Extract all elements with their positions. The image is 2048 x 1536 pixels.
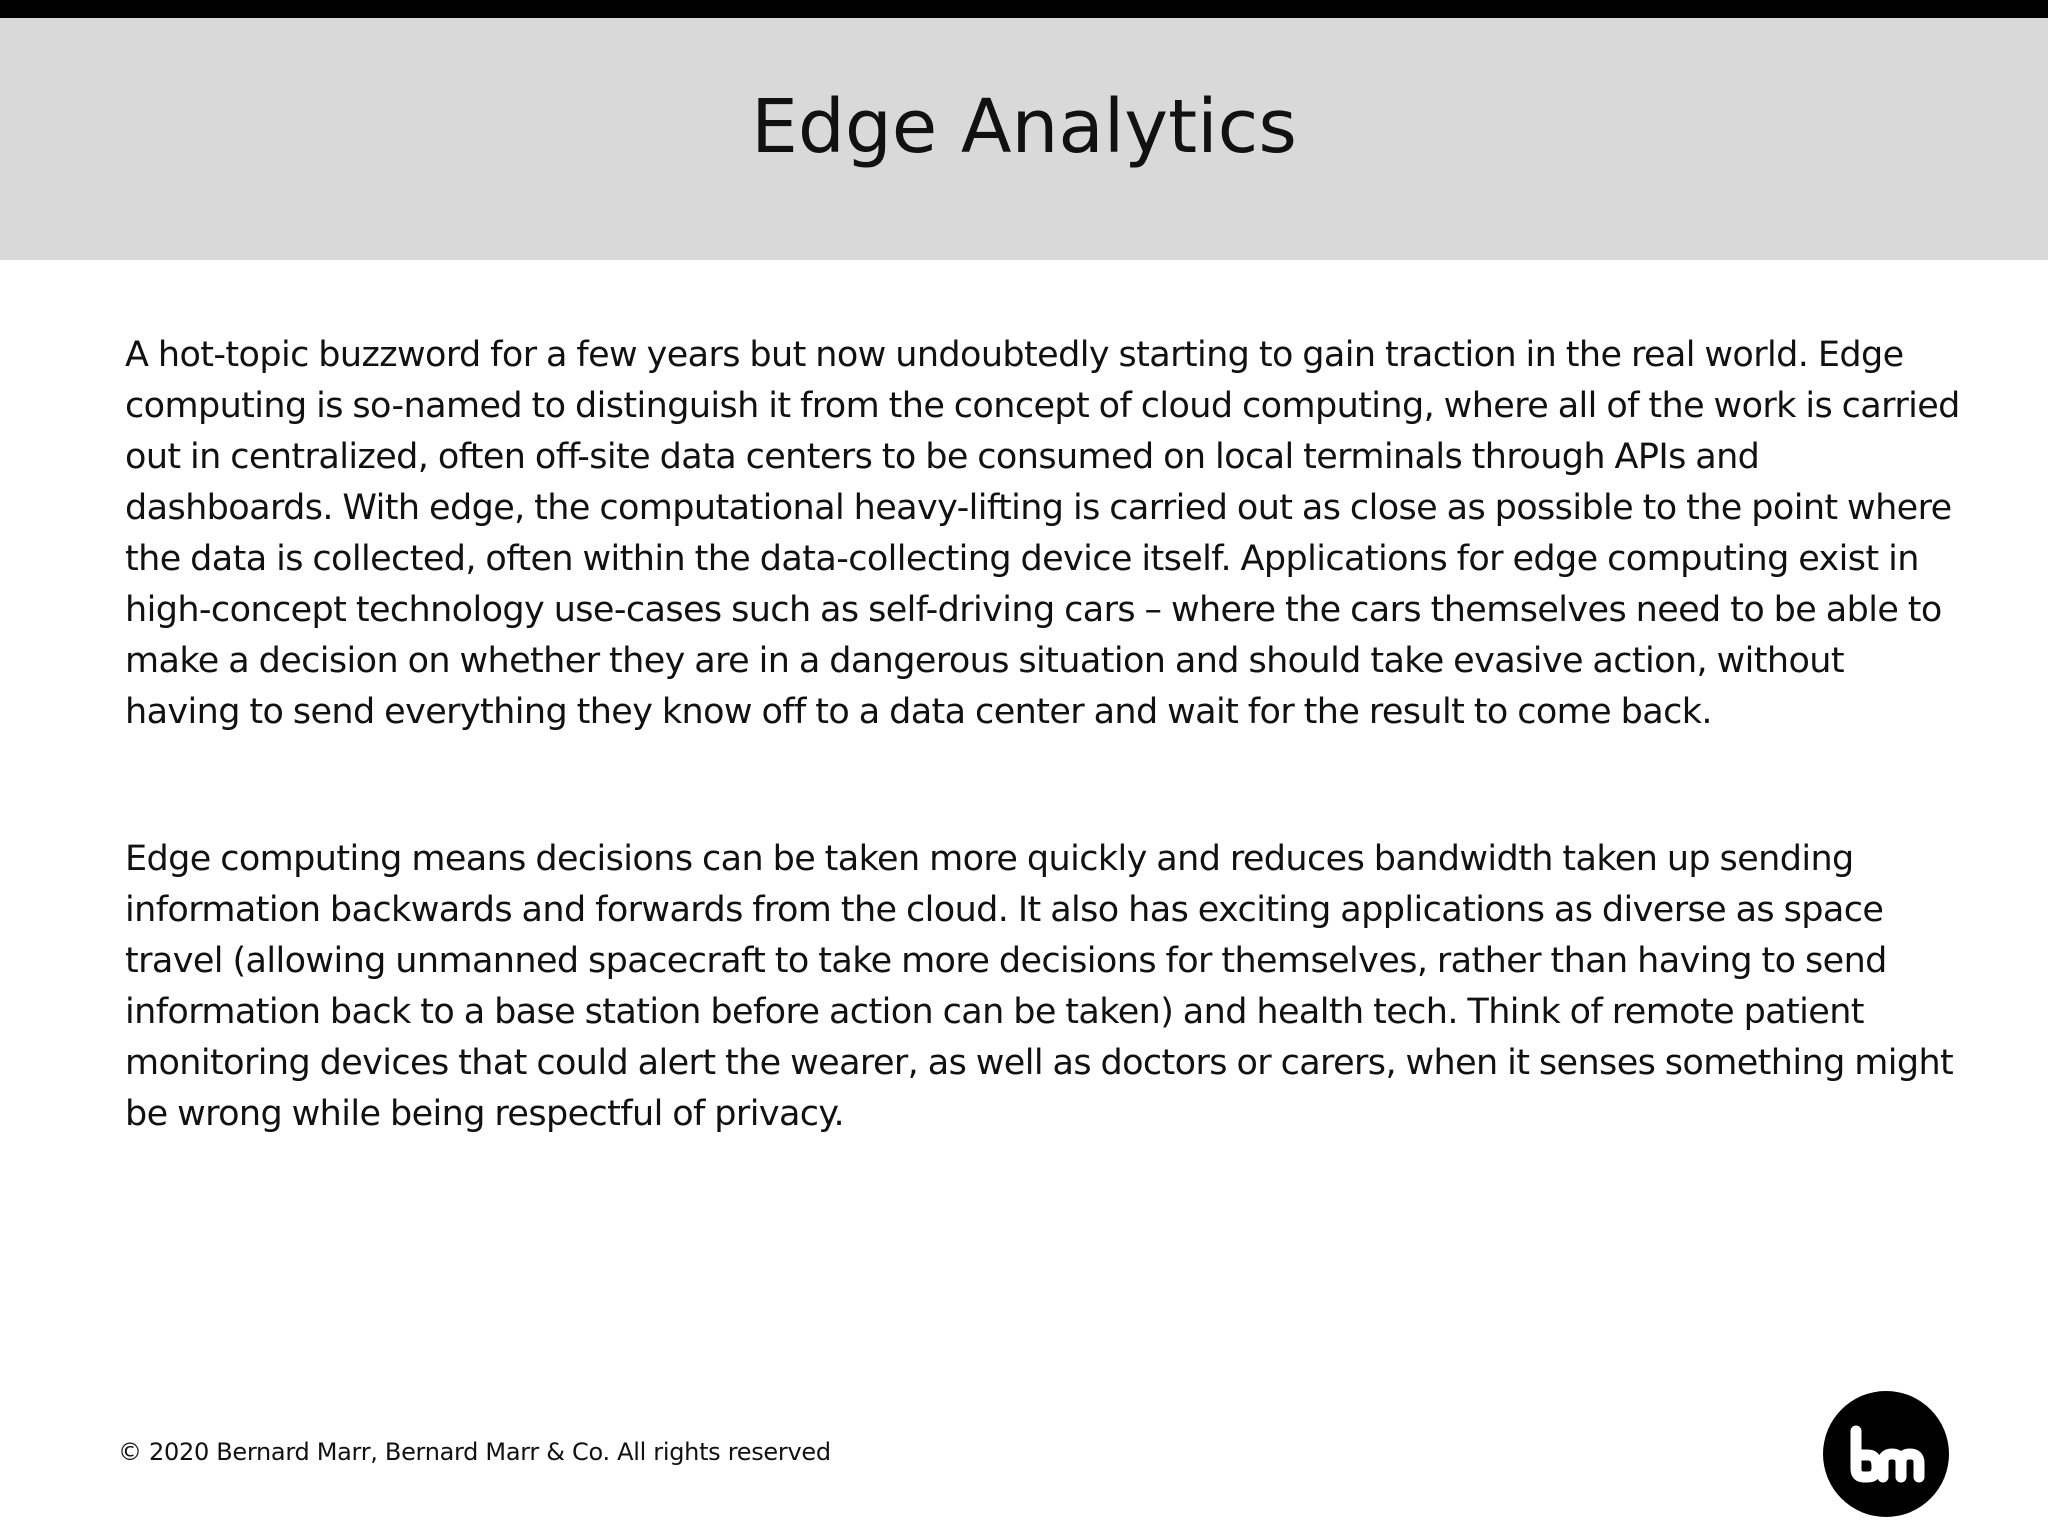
bm-logo-icon: [1823, 1391, 1949, 1517]
copyright-notice: © 2020 Bernard Marr, Bernard Marr & Co. All rights reserved: [118, 1438, 831, 1466]
slide-body: [125, 330, 1965, 1140]
page-title: Edge Analytics: [751, 84, 1297, 170]
paragraph-edge-computing-intro: A hot-topic buzzword for a few years but now undoubtedly starting to gain traction in the real world. Edge computing is so-named to distinguish it from the concept of cloud computing, where all of the work is carried out in centralized, often off-site data centers to be consumed on local terminals through APIs and dashboards. With edge, the computational heavy-lifting is carried out as close as possible to the point where the data is collected, often within the data-collecting device itself. Applications for edge computing exist in high-concept technology use-cases such as self-driving cars – where the cars themselves need to be able to make a decision on whether they are in a dangerous situation and should take evasive action, without having to send everything they know off to a data center and wait for the result to come back.: [125, 335, 1960, 732]
slide-header: [0, 18, 2048, 260]
top-bar: [0, 0, 2048, 18]
paragraph-edge-computing-benefits: Edge computing means decisions can be taken more quickly and reduces bandwidth taken up sending information backwards and forwards from the cloud. It also has exciting applications as diverse as space travel (allowing unmanned spacecraft to take more decisions for themselves, rather than having to send information back to a base station before action can be taken) and health tech. Think of remote patient monitoring devices that could alert the wearer, as well as doctors or carers, when it senses something might be wrong while being respectful of privacy.: [125, 839, 1954, 1134]
